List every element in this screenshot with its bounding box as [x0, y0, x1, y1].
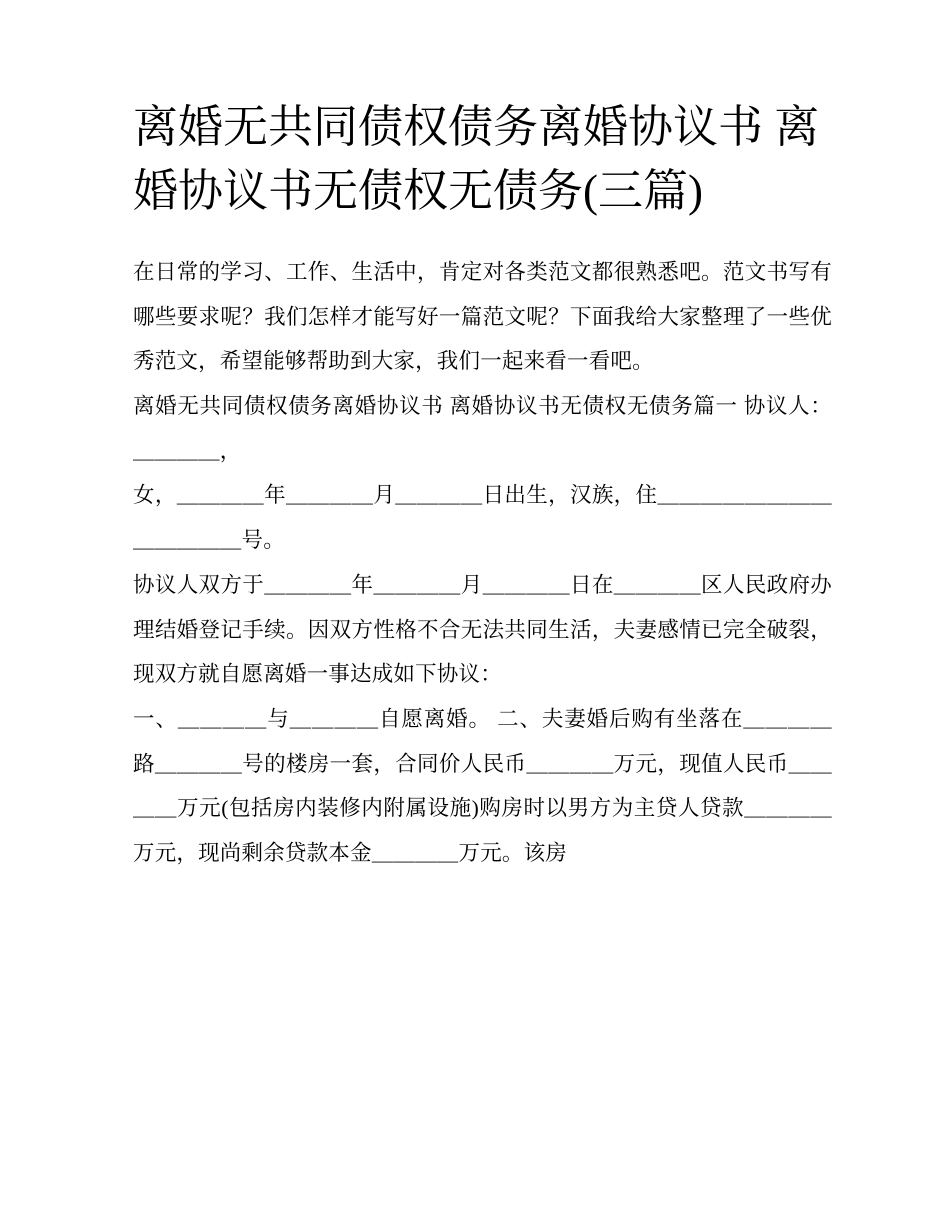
document-paragraph: 离婚无共同债权债务离婚协议书 离婚协议书无债权无债务篇一 协议人：＿＿＿＿，: [133, 393, 832, 463]
document-paragraph: 协议人双方于＿＿＿＿年＿＿＿＿月＿＿＿＿日在＿＿＿＿区人民政府办理结婚登记手续。因双方性格不合无法共同生活，夫妻感情已完全破裂，现双方就自愿离婚一事达成如下协议：: [133, 572, 832, 687]
page-title: 离婚无共同债权债务离婚协议书 离婚协议书无债权无债务(三篇): [133, 102, 820, 216]
document-paragraph: 女，＿＿＿＿年＿＿＿＿月＿＿＿＿日出生，汉族，住＿＿＿＿＿＿＿＿＿＿＿＿＿号。: [133, 483, 832, 553]
document-paragraph: 一、＿＿＿＿与＿＿＿＿自愿离婚。 二、夫妻婚后购有坐落在＿＿＿＿路＿＿＿＿号的楼房一套，合同价人民币＿＿＿＿万元，现值人民币＿＿＿＿万元(包括房内装修内附属设施)购房时以男方为主贷人贷款＿＿＿＿万元，现尚剩余贷款本金＿＿＿＿万元。该房: [133, 706, 832, 866]
document-paragraph: 在日常的学习、工作、生活中，肯定对各类范文都很熟悉吧。范文书写有哪些要求呢？我们怎样才能写好一篇范文呢？下面我给大家整理了一些优秀范文，希望能够帮助到大家，我们一起来看一看吧。: [133, 259, 832, 374]
